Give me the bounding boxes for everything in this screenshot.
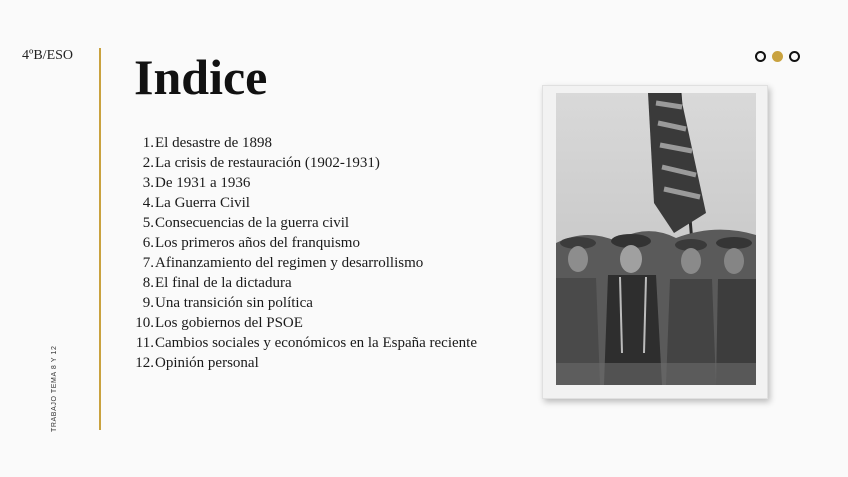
dot-icon — [755, 51, 766, 62]
accent-divider — [99, 48, 101, 430]
historical-photo — [542, 85, 768, 399]
toc-item: 7. Afinanzamiento del regimen y desarrollismo — [142, 255, 424, 271]
toc-item: 11. Cambios sociales y económicos en la España reciente — [135, 335, 477, 351]
toc-item: 3. De 1931 a 1936 — [142, 175, 251, 191]
decorative-dots — [755, 51, 800, 62]
toc-item: 1. El desastre de 1898 — [142, 135, 273, 151]
side-label: TRABAJO TEMA 8 Y 12 — [51, 345, 58, 432]
toc-item: 12. Opinión personal — [135, 355, 259, 371]
table-of-contents — [132, 133, 477, 373]
toc-item: 5. Consecuencias de la guerra civil — [142, 215, 350, 231]
toc-item: 8. El final de la dictadura — [142, 275, 292, 291]
page-title: Indice — [134, 49, 268, 105]
grade-label: 4ºB/ESO — [22, 48, 74, 63]
toc-item: 10. Los gobiernos del PSOE — [135, 315, 303, 331]
soldiers-photo-image — [556, 93, 756, 385]
dot-icon — [772, 51, 783, 62]
toc-item: 6. Los primeros años del franquismo — [142, 235, 360, 251]
toc-item: 4. La Guerra Civil — [142, 195, 250, 211]
dot-icon — [789, 51, 800, 62]
toc-item: 2. La crisis de restauración (1902-1931) — [142, 155, 380, 171]
toc-item: 9. Una transición sin política — [142, 295, 313, 311]
